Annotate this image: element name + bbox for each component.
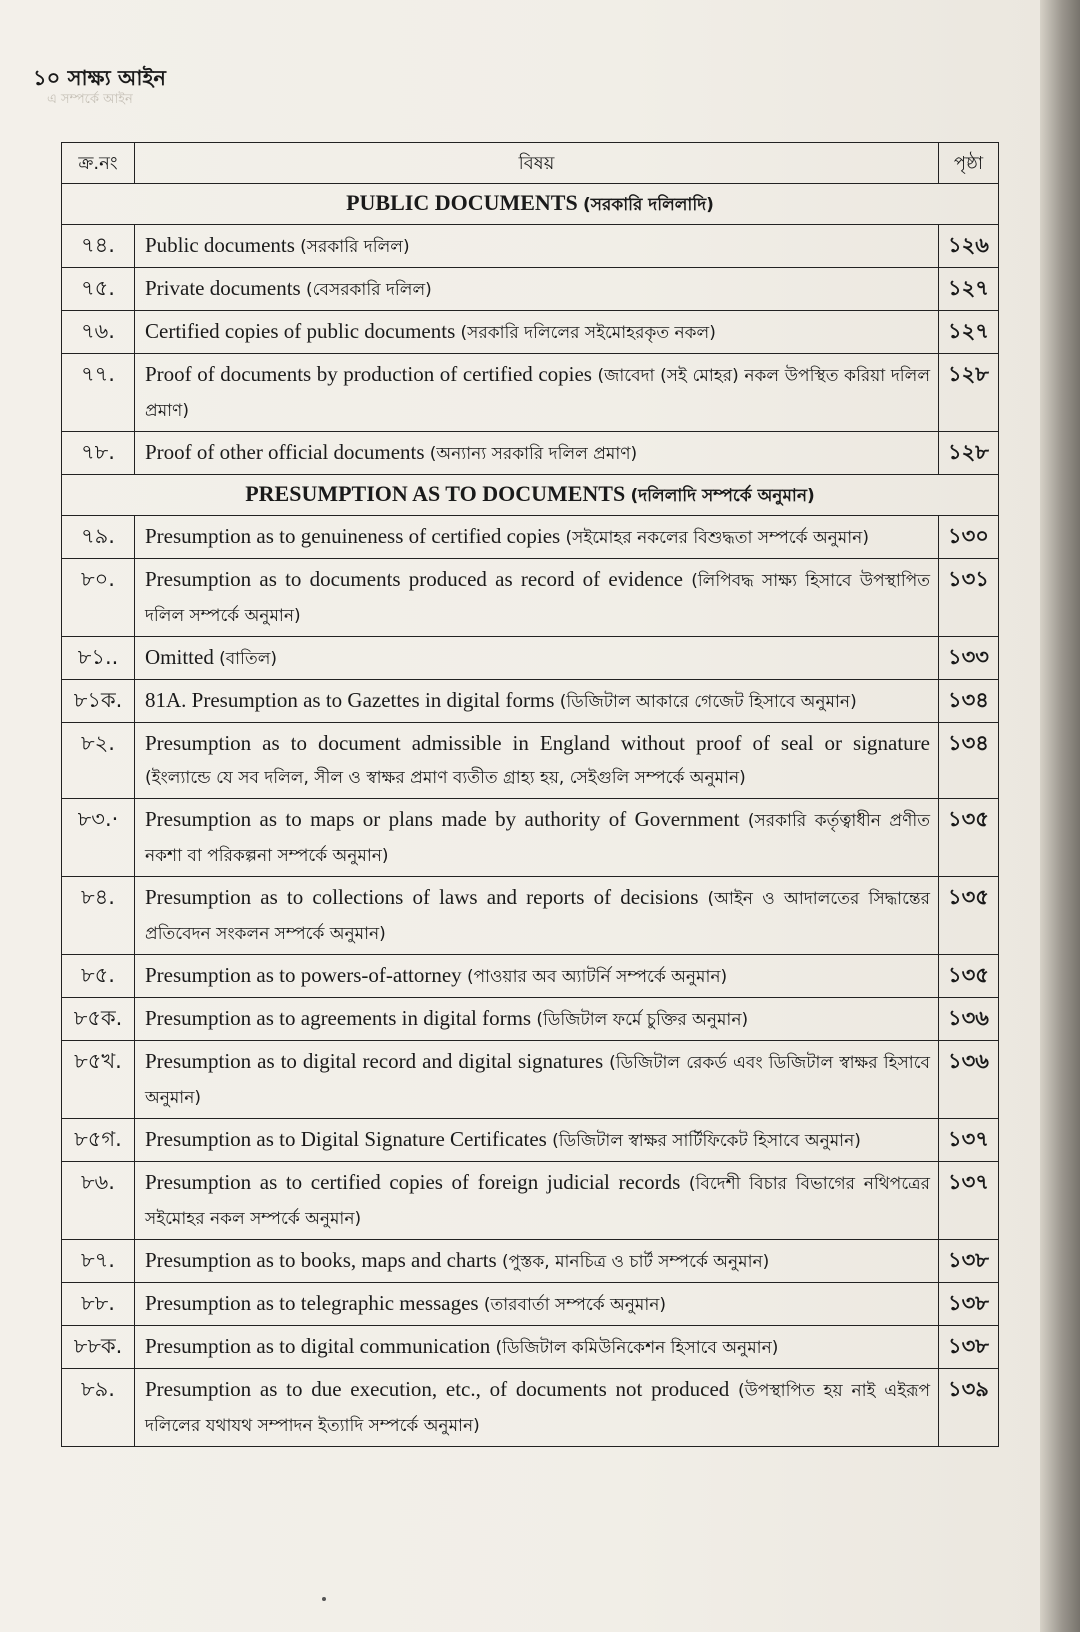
topic-en: Presumption as to collections of laws and reports of decisions [145,885,699,909]
section-number: ৭৪. [62,225,135,268]
section-number: ৮০. [62,559,135,637]
table-row [62,998,999,1041]
section-topic [135,516,939,559]
table-row [62,432,999,475]
page-number: ১৩৮ [939,1240,999,1283]
topic-en: Presumption as to digital record and digital signatures [145,1049,604,1073]
table-row [62,799,999,877]
section-number: ৭৯. [62,516,135,559]
topic-en: Omitted [145,645,214,669]
table-header-row [62,143,999,184]
faint-subhead: এ সম্পর্কে আইন [47,92,133,107]
table-row [62,516,999,559]
section-number: ৭৬. [62,311,135,354]
section-heading-en: PRESUMPTION AS TO DOCUMENTS [245,481,626,506]
section-number: ৭৫. [62,268,135,311]
topic-en: Proof of other official documents [145,440,425,464]
topic-en: Presumption as to Digital Signature Certificates [145,1127,547,1151]
section-topic [135,432,939,475]
section-heading-bn: (সরকারি দলিলাদি) [582,195,714,215]
topic-en: Presumption as to agreements in digital forms [145,1006,532,1030]
topic-bn: (ডিজিটাল স্বাক্ষর সার্টিফিকেট হিসাবে অনুমান) [552,1131,861,1151]
section-heading [62,475,999,516]
topic-bn: (সইমোহর নকলের বিশুদ্ধতা সম্পর্কে অনুমান) [565,528,869,548]
table-row [62,1119,999,1162]
section-topic [135,1369,939,1447]
table-row [62,1240,999,1283]
page-number: ১৩০ [939,516,999,559]
section-number: ৮৪. [62,877,135,955]
header-number: ক্র.নং [62,143,135,184]
section-number: ৮৬. [62,1162,135,1240]
table-row [62,1369,999,1447]
running-head: ১০ সাক্ষ্য আইন [33,66,166,90]
section-topic [135,998,939,1041]
section-number: ৮৩.· [62,799,135,877]
section-number: ৮৮. [62,1283,135,1326]
section-topic [135,1041,939,1119]
topic-en: Presumption as to telegraphic messages [145,1291,479,1315]
section-heading-row [62,184,999,225]
table-row [62,1162,999,1240]
topic-bn: (জাবেদা (সই মোহর) নকল উপস্থিত করিয়া দলিল প্রমাণ) [145,366,931,421]
section-number: ৮২. [62,723,135,799]
section-topic [135,680,939,723]
section-topic [135,354,939,432]
topic-bn: (পাওয়ার অব অ্যাটর্নি সম্পর্কে অনুমান) [466,967,728,987]
page-number: ১৩৯ [939,1369,999,1447]
table-row [62,354,999,432]
topic-bn: (অন্যান্য সরকারি দলিল প্রমাণ) [429,444,638,464]
topic-bn: (আইন ও আদালতের সিদ্ধান্তের প্রতিবেদন সংকলন সম্পর্কে অনুমান) [145,889,930,944]
page-number: ১৩১ [939,559,999,637]
section-heading-bn: (দলিলাদি সম্পর্কে অনুমান) [630,486,815,506]
section-number: ৮৫গ. [62,1119,135,1162]
table-row [62,268,999,311]
section-topic [135,1119,939,1162]
table-row [62,955,999,998]
page-number: ১২৮ [939,432,999,475]
table-row [62,225,999,268]
section-topic [135,1240,939,1283]
section-topic [135,955,939,998]
topic-bn: (তারবার্তা সম্পর্কে অনুমান) [483,1295,667,1315]
section-topic [135,723,939,799]
page-number: ১৩৭ [939,1119,999,1162]
table-body [62,184,999,1447]
section-heading-en: PUBLIC DOCUMENTS [346,190,578,215]
topic-en: Presumption as to documents produced as record of evidence [145,567,683,591]
section-topic [135,1162,939,1240]
page-number: ১৩৪ [939,680,999,723]
contents-table [61,142,999,1447]
page-number: ১৩৩ [939,637,999,680]
topic-en: 81A. Presumption as to Gazettes in digital forms [145,688,555,712]
section-topic [135,799,939,877]
topic-en: Certified copies of public documents [145,319,456,343]
section-topic [135,1283,939,1326]
topic-bn: (ইংল্যান্ডে যে সব দলিল, সীল ও স্বাক্ষর প্রমাণ ব্যতীত গ্রাহ্য হয়, সেইগুলি সম্পর্কে অনুমান) [145,768,746,788]
page-number: ১২৭ [939,311,999,354]
table-row [62,1326,999,1369]
page-number: ১৩৬ [939,998,999,1041]
page-number: ১২৭ [939,268,999,311]
page-number: ১৩৪ [939,723,999,799]
topic-en: Proof of documents by production of certified copies [145,362,592,386]
topic-bn: (ডিজিটাল ফর্মে চুক্তির অনুমান) [536,1010,749,1030]
table-row [62,1041,999,1119]
header-topic: বিষয় [135,143,939,184]
section-heading-row [62,475,999,516]
topic-en: Presumption as to genuineness of certified copies [145,524,561,548]
section-topic [135,1326,939,1369]
topic-en: Presumption as to books, maps and charts [145,1248,497,1272]
section-topic [135,311,939,354]
section-number: ৮১.. [62,637,135,680]
section-topic [135,637,939,680]
section-topic [135,225,939,268]
topic-bn: (বিদেশী বিচার বিভাগের নথিপত্রের সইমোহর নকল সম্পর্কে অনুমান) [145,1174,930,1229]
page-number: ১৩৫ [939,955,999,998]
topic-en: Presumption as to document admissible in England without proof of seal or signature [145,731,930,755]
header-page: পৃষ্ঠা [939,143,999,184]
topic-bn: (বেসরকারি দলিল) [305,280,432,300]
table-row [62,311,999,354]
table-row [62,559,999,637]
section-number: ৮৫. [62,955,135,998]
topic-bn: (ডিজিটাল আকারে গেজেট হিসাবে অনুমান) [559,692,857,712]
page-number: ১৩৬ [939,1041,999,1119]
section-topic [135,559,939,637]
page-number: ১৩৫ [939,877,999,955]
section-number: ৭৮. [62,432,135,475]
topic-bn: (বাতিল) [219,649,278,669]
table-row [62,877,999,955]
section-number: ৮৮ক. [62,1326,135,1369]
page-number: ১২৮ [939,354,999,432]
topic-en: Presumption as to digital communication [145,1334,491,1358]
page-number: ১৩৫ [939,799,999,877]
stray-dot [322,1597,326,1601]
topic-bn: (সরকারি কর্তৃত্বাধীন প্রণীত নকশা বা পরিকল্পনা সম্পর্কে অনুমান) [145,811,931,866]
section-number: ৭৭. [62,354,135,432]
table-row [62,723,999,799]
topic-en: Presumption as to due execution, etc., of documents not produced [145,1377,730,1401]
section-number: ৮৫খ. [62,1041,135,1119]
section-heading [62,184,999,225]
topic-en: Presumption as to maps or plans made by authority of Government [145,807,740,831]
topic-bn: (উপস্থাপিত হয় নাই এইরূপ দলিলের যথাযথ সম্পাদন ইত্যাদি সম্পর্কে অনুমান) [145,1381,931,1436]
section-topic [135,877,939,955]
table-row [62,1283,999,1326]
section-number: ৮৫ক. [62,998,135,1041]
page-number: ১৩৮ [939,1283,999,1326]
section-topic [135,268,939,311]
topic-en: Presumption as to powers-of-attorney [145,963,462,987]
page-edge-shadow [1040,0,1080,1632]
page-number: ১২৬ [939,225,999,268]
topic-bn: (সরকারি দলিলের সইমোহরকৃত নকল) [460,323,716,343]
topic-en: Presumption as to certified copies of foreign judicial records [145,1170,681,1194]
section-number: ৮৯. [62,1369,135,1447]
section-number: ৮৭. [62,1240,135,1283]
page-number: ১৩৮ [939,1326,999,1369]
table-row [62,637,999,680]
topic-bn: (সরকারি দলিল) [300,237,410,257]
topic-bn: (ডিজিটাল রেকর্ড এবং ডিজিটাল স্বাক্ষর হিসাবে অনুমান) [145,1053,930,1108]
topic-bn: (লিপিবদ্ধ সাক্ষ্য হিসাবে উপস্থাপিত দলিল সম্পর্কে অনুমান) [145,571,930,626]
page-number: ১৩৭ [939,1162,999,1240]
topic-bn: (পুস্তক, মানচিত্র ও চার্ট সম্পর্কে অনুমান) [501,1252,770,1272]
topic-en: Private documents [145,276,301,300]
section-number: ৮১ক. [62,680,135,723]
topic-en: Public documents [145,233,295,257]
table-row [62,680,999,723]
topic-bn: (ডিজিটাল কমিউনিকেশন হিসাবে অনুমান) [495,1338,779,1358]
